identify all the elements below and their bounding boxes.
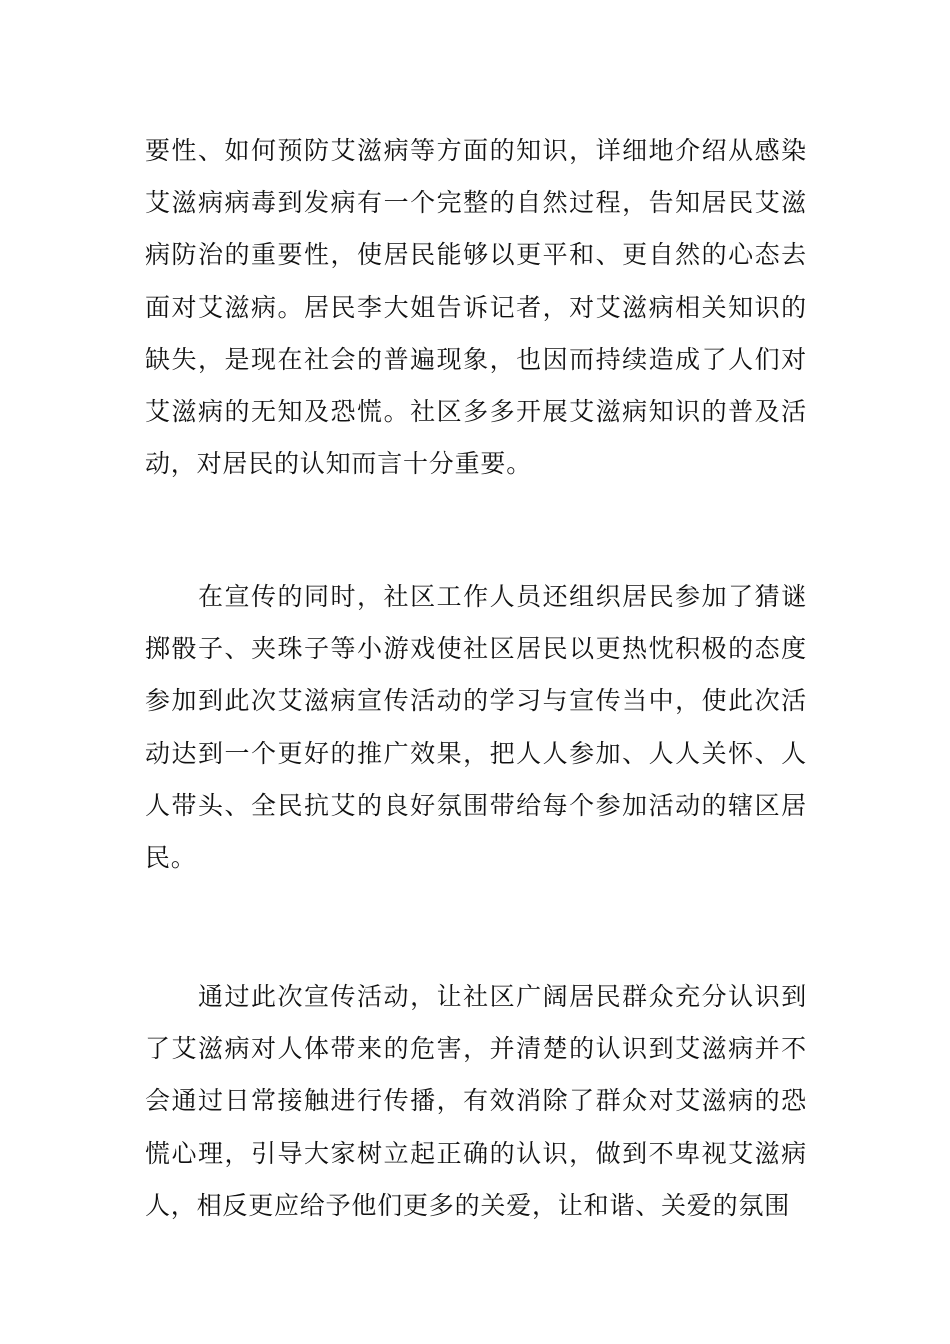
paragraph-continued: 要性、如何预防艾滋病等方面的知识，详细地介绍从感染艾滋病病毒到发病有一个完整的自然过程，告知居民艾滋病防治的重要性，使居民能够以更平和、更自然的心态去面对艾滋病。居民李大姐告诉记者，对艾滋病相关知识的缺失，是现在社会的普遍现象，也因而持续造成了人们对艾滋病的无知及恐慌。社区多多开展艾滋病知识的普及活动，对居民的认知而言十分重要。	[145, 136, 807, 479]
paragraph-activities: 在宣传的同时，社区工作人员还组织居民参加了猜谜掷骰子、夹珠子等小游戏使社区居民以更热忱积极的态度参加到此次艾滋病宣传活动的学习与宣传当中，使此次活动达到一个更好的推广效果，把人人参加、人人关怀、人人带头、全民抗艾的良好氛围带给每个参加活动的辖区居民。	[145, 582, 807, 873]
paragraph-outcome: 通过此次宣传活动，让社区广阔居民群众充分认识到了艾滋病对人体带来的危害，并清楚的认识到艾滋病并不会通过日常接触进行传播，有效消除了群众对艾滋病的恐慌心理，引导大家树立起正确的认识，做到不卑视艾滋病人，相反更应给予他们更多的关爱，让和谐、关爱的氛围	[145, 982, 807, 1220]
